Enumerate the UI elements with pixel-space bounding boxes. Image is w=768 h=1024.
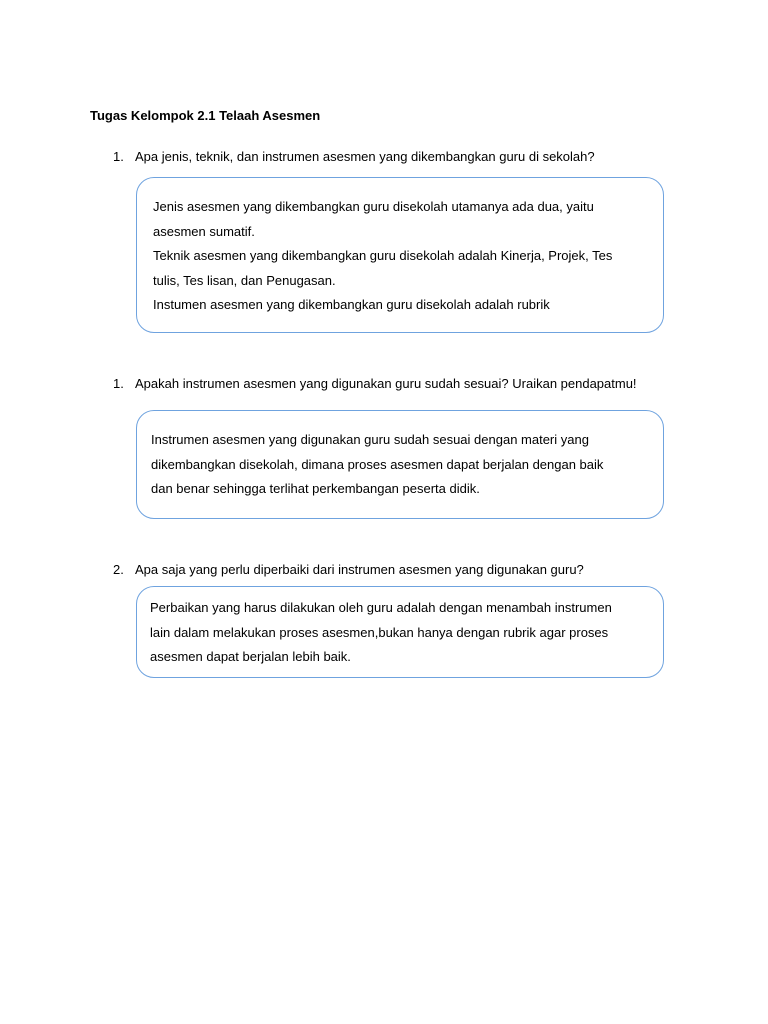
question-number: 1. (113, 149, 124, 164)
answer-line: Instumen asesmen yang dikembangkan guru disekolah adalah rubrik (153, 297, 550, 312)
answer-line: dikembangkan disekolah, dimana proses asesmen dapat berjalan dengan baik (151, 456, 604, 472)
answer-line: Instrumen asesmen yang digunakan guru sudah sesuai dengan materi yang (151, 432, 589, 447)
answer-line: Teknik asesmen yang dikembangkan guru disekolah adalah Kinerja, Projek, Tes (153, 248, 613, 263)
answer-box-1 (136, 177, 664, 333)
answer-line: dan benar sehingga terlihat perkembangan peserta didik. (151, 481, 480, 496)
question-text: Apa saja yang perlu diperbaiki dari instrumen asesmen yang digunakan guru? (135, 562, 584, 577)
answer-line: asesmen sumatif. (153, 223, 255, 239)
question-text: Apa jenis, teknik, dan instrumen asesmen yang dikembangkan guru di sekolah? (135, 149, 595, 164)
answer-line: lain dalam melakukan proses asesmen,bukan hanya dengan rubrik agar proses (150, 624, 609, 640)
question-number: 1. (113, 376, 124, 391)
question-1 (113, 149, 595, 165)
answer-line: Jenis asesmen yang dikembangkan guru disekolah utamanya ada dua, yaitu (153, 199, 594, 214)
document-title: Tugas Kelompok 2.1 Telaah Asesmen (90, 108, 321, 123)
question-number: 2. (113, 562, 124, 577)
answer-box-3 (136, 586, 664, 678)
answer-line: asesmen dapat berjalan lebih baik. (150, 649, 351, 664)
answer-line: Perbaikan yang harus dilakukan oleh guru adalah dengan menambah instrumen (150, 600, 612, 615)
question-2 (113, 376, 637, 392)
question-3 (113, 562, 584, 578)
answer-line: tulis, Tes lisan, dan Penugasan. (153, 272, 336, 288)
answer-box-2 (136, 410, 664, 519)
question-text: Apakah instrumen asesmen yang digunakan guru sudah sesuai? Uraikan pendapatmu! (135, 376, 637, 391)
